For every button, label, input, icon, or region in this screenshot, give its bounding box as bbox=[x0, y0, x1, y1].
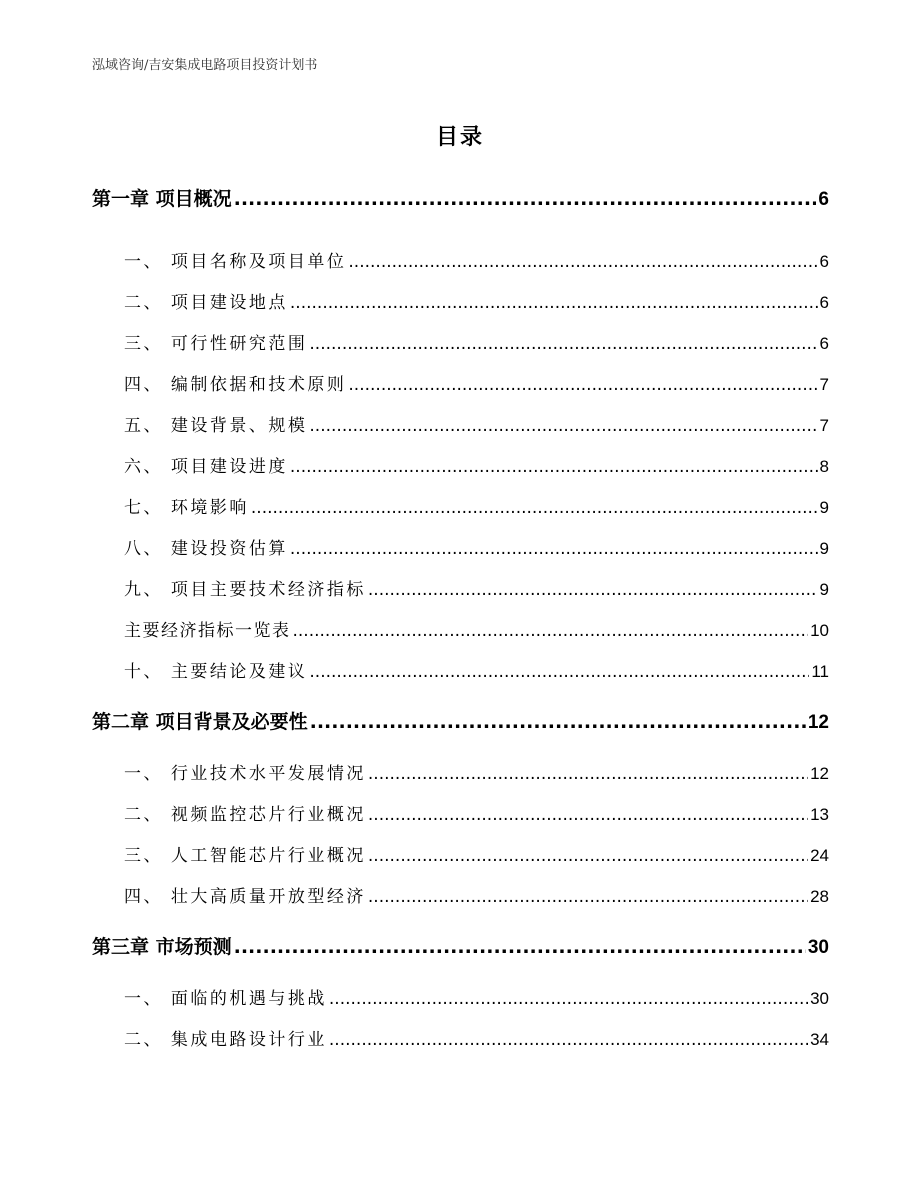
dot-leader bbox=[348, 375, 817, 395]
toc-page-number: 7 bbox=[819, 375, 829, 394]
toc-entry-label: 七、 环境影响 bbox=[124, 498, 249, 518]
toc-entry[interactable] bbox=[92, 1025, 829, 1050]
toc-page-number: 34 bbox=[810, 1030, 829, 1049]
toc-entry-label: 一、 面临的机遇与挑战 bbox=[124, 989, 327, 1009]
toc-entry-label: 第三章 市场预测 bbox=[92, 936, 232, 958]
toc-page-number: 13 bbox=[810, 805, 829, 824]
toc-entry-label: 三、 人工智能芯片行业概况 bbox=[124, 846, 366, 866]
toc-page-number: 12 bbox=[810, 764, 829, 783]
toc-page-number: 10 bbox=[810, 621, 829, 640]
toc-page-number: 30 bbox=[807, 937, 829, 958]
toc-page-number: 11 bbox=[811, 662, 829, 681]
toc-page-number: 12 bbox=[807, 712, 829, 733]
dot-leader bbox=[290, 457, 818, 477]
toc-entry[interactable] bbox=[92, 329, 829, 354]
dot-leader bbox=[251, 498, 818, 518]
toc-entry[interactable] bbox=[92, 800, 829, 825]
toc-entry[interactable] bbox=[92, 288, 829, 313]
toc-entry-label: 五、 建设背景、规模 bbox=[124, 416, 308, 436]
dot-leader bbox=[234, 188, 817, 210]
toc-entry-label: 二、 项目建设地点 bbox=[124, 293, 288, 313]
toc-entry-label: 二、 视频监控芯片行业概况 bbox=[124, 805, 366, 825]
dot-leader bbox=[368, 580, 818, 600]
dot-leader bbox=[309, 416, 817, 436]
toc-entry-label: 四、 壮大高质量开放型经济 bbox=[124, 887, 366, 907]
dot-leader bbox=[368, 764, 808, 784]
toc-page-number: 24 bbox=[810, 846, 829, 865]
toc-entry-label: 八、 建设投资估算 bbox=[124, 539, 288, 559]
toc-entry[interactable] bbox=[92, 247, 829, 272]
toc-entry[interactable] bbox=[92, 882, 829, 907]
dot-leader bbox=[368, 887, 808, 907]
dot-leader bbox=[290, 539, 818, 559]
toc-page-number: 30 bbox=[810, 989, 829, 1008]
dot-leader bbox=[368, 805, 808, 825]
toc-entry[interactable] bbox=[92, 841, 829, 866]
toc-entry[interactable] bbox=[92, 493, 829, 518]
dot-leader bbox=[309, 334, 817, 354]
dot-leader bbox=[329, 989, 808, 1009]
toc-chapter-3[interactable] bbox=[92, 932, 829, 959]
toc-page-number: 28 bbox=[810, 887, 829, 906]
toc-page-number: 8 bbox=[819, 457, 829, 476]
toc-entry-label: 一、 行业技术水平发展情况 bbox=[124, 764, 366, 784]
toc-page-number: 9 bbox=[819, 498, 829, 517]
toc-entry-label: 主要经济指标一览表 bbox=[124, 621, 291, 641]
toc-entry-label: 二、 集成电路设计行业 bbox=[124, 1030, 327, 1050]
toc-entry[interactable] bbox=[92, 657, 829, 682]
toc-page-number: 9 bbox=[819, 580, 829, 599]
toc-entry-label: 第二章 项目背景及必要性 bbox=[92, 711, 308, 733]
header-divider bbox=[92, 76, 828, 77]
toc-entry[interactable] bbox=[92, 452, 829, 477]
toc-entry-label: 四、 编制依据和技术原则 bbox=[124, 375, 347, 395]
toc-entry-label: 六、 项目建设进度 bbox=[124, 457, 288, 477]
dot-leader bbox=[310, 711, 806, 733]
toc-page-number: 6 bbox=[819, 252, 829, 271]
toc-page-number: 9 bbox=[819, 539, 829, 558]
toc-entry[interactable] bbox=[92, 370, 829, 395]
toc-page-number: 7 bbox=[819, 416, 829, 435]
toc-entry-label: 十、 主要结论及建议 bbox=[124, 662, 308, 682]
toc-entry[interactable] bbox=[92, 759, 829, 784]
running-header: 泓域咨询/吉安集成电路项目投资计划书 bbox=[92, 58, 318, 73]
dot-leader bbox=[329, 1030, 808, 1050]
toc-entry[interactable] bbox=[92, 575, 829, 600]
dot-leader bbox=[309, 662, 809, 682]
toc-entry[interactable] bbox=[92, 534, 829, 559]
toc-entry[interactable] bbox=[92, 984, 829, 1009]
toc-entry-label: 三、 可行性研究范围 bbox=[124, 334, 308, 354]
toc-entry-label: 一、 项目名称及项目单位 bbox=[124, 252, 347, 272]
page-title: 目录 bbox=[435, 125, 484, 150]
dot-leader bbox=[290, 293, 818, 313]
toc-page-number: 6 bbox=[819, 293, 829, 312]
dot-leader bbox=[293, 621, 809, 641]
dot-leader bbox=[234, 936, 806, 958]
toc-page-number: 6 bbox=[818, 189, 829, 210]
toc-entry-label: 第一章 项目概况 bbox=[92, 188, 232, 210]
dot-leader bbox=[348, 252, 817, 272]
dot-leader bbox=[368, 846, 808, 866]
toc-page-number: 6 bbox=[819, 334, 829, 353]
toc-entry-label: 九、 项目主要技术经济指标 bbox=[124, 580, 366, 600]
toc-chapter-1[interactable] bbox=[92, 184, 829, 211]
toc-chapter-2[interactable] bbox=[92, 707, 829, 734]
toc-entry[interactable] bbox=[92, 411, 829, 436]
toc-entry[interactable] bbox=[92, 616, 829, 641]
